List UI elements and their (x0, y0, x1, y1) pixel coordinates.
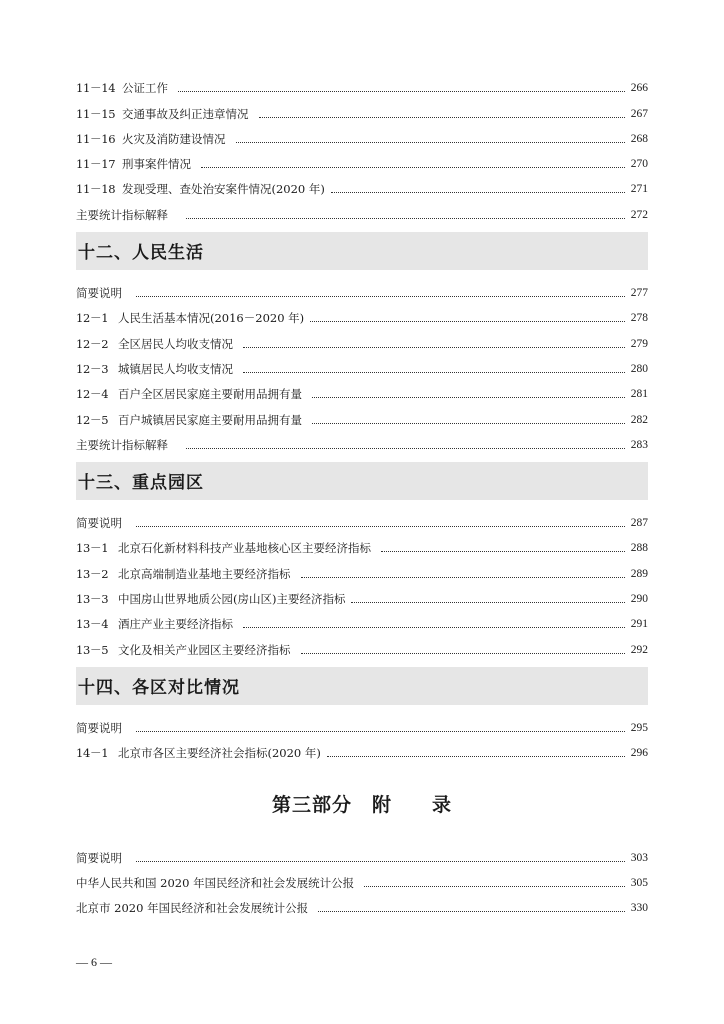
toc-page-number: 277 (630, 287, 648, 300)
toc-code: 12－3 (76, 361, 109, 376)
toc-page-number: 303 (630, 851, 648, 864)
toc-title: 北京市 2020 年国民经济和社会发展统计公报 (76, 901, 309, 916)
toc-code: 12－2 (76, 336, 109, 351)
dot-leader (201, 167, 625, 168)
toc-row[interactable] (76, 839, 648, 864)
toc-title: 刑事案件情况 (122, 157, 191, 172)
toc-title: 文化及相关产业园区主要经济指标 (118, 642, 291, 657)
section-heading-14: 十四、各区对比情况 (76, 667, 648, 705)
toc-page-number: 280 (630, 362, 648, 375)
toc-code: 14－1 (76, 746, 109, 761)
toc-page-number: 289 (630, 567, 648, 580)
toc-page-number: 292 (630, 643, 648, 656)
toc-row[interactable] (76, 555, 648, 580)
toc-code: 13－4 (76, 617, 109, 632)
toc-row[interactable] (76, 275, 648, 300)
toc-row[interactable] (76, 865, 648, 890)
part-title: 第三部分 附 录 (271, 794, 452, 817)
toc-page-number: 266 (630, 82, 648, 95)
toc-code: 11－14 (76, 81, 116, 96)
dot-leader (318, 911, 625, 912)
toc-page-number: 281 (630, 388, 648, 401)
page-footer-number: — 6 — (76, 955, 112, 969)
toc-row[interactable] (76, 401, 648, 426)
toc-title: 主要统计指标解释 (76, 207, 168, 222)
toc-row[interactable] (76, 171, 648, 196)
section-heading-13: 十三、重点园区 (76, 462, 648, 500)
toc-row[interactable] (76, 427, 648, 452)
toc-title: 交通事故及纠正违章情况 (122, 106, 249, 121)
toc-code: 11－16 (76, 131, 116, 146)
toc-row[interactable] (76, 196, 648, 221)
toc-row[interactable] (76, 146, 648, 171)
dot-leader (236, 142, 625, 143)
toc-code: 12－4 (76, 387, 109, 402)
toc-row[interactable] (76, 710, 648, 735)
toc-title: 公证工作 (122, 81, 168, 96)
toc-page-number: 295 (630, 721, 648, 734)
dot-leader (301, 653, 625, 654)
toc-title: 北京市各区主要经济社会指标(2020 年) (118, 746, 321, 761)
dot-leader (186, 448, 625, 449)
toc-row[interactable] (76, 606, 648, 631)
dot-leader (136, 861, 625, 862)
toc-list-13 (76, 505, 648, 657)
toc-code: 11－15 (76, 106, 116, 121)
toc-row[interactable] (76, 300, 648, 325)
toc-list-top (76, 70, 648, 222)
toc-page-number: 271 (630, 183, 648, 196)
section-heading-12: 十二、人民生活 (76, 232, 648, 270)
toc-title: 中华人民共和国 2020 年国民经济和社会发展统计公报 (76, 875, 355, 890)
toc-page-number: 267 (630, 107, 648, 120)
dot-leader (310, 321, 625, 322)
toc-page-number: 272 (630, 208, 648, 221)
toc-row[interactable] (76, 95, 648, 120)
dot-leader (136, 526, 625, 527)
toc-page-number: 268 (630, 132, 648, 145)
toc-title: 发现受理、查处治安案件情况(2020 年) (122, 182, 325, 197)
toc-title: 中国房山世界地质公园(房山区)主要经济指标 (118, 592, 346, 607)
toc-page-number: 279 (630, 337, 648, 350)
toc-code: 11－17 (76, 157, 116, 172)
toc-code: 13－3 (76, 592, 109, 607)
dot-leader (312, 423, 625, 424)
toc-code: 11－18 (76, 182, 116, 197)
dot-leader (136, 731, 625, 732)
toc-row[interactable] (76, 70, 648, 95)
toc-page-number: 330 (630, 902, 648, 915)
toc-page-number: 290 (630, 593, 648, 606)
toc-title: 百户城镇居民家庭主要耐用品拥有量 (118, 412, 302, 427)
toc-page-number: 291 (630, 618, 648, 631)
toc-list-12 (76, 275, 648, 452)
toc-page-number: 305 (630, 876, 648, 889)
dot-leader (243, 627, 625, 628)
toc-code: 12－1 (76, 311, 109, 326)
toc-title: 酒庄产业主要经济指标 (118, 617, 233, 632)
toc-page-number: 287 (630, 517, 648, 530)
toc-row[interactable] (76, 530, 648, 555)
toc-row[interactable] (76, 376, 648, 401)
toc-row[interactable] (76, 890, 648, 915)
dot-leader (301, 577, 625, 578)
toc-code: 13－5 (76, 642, 109, 657)
toc-title: 人民生活基本情况(2016－2020 年) (118, 311, 305, 326)
dot-leader (136, 296, 625, 297)
toc-title: 主要统计指标解释 (76, 437, 168, 452)
toc-row[interactable] (76, 735, 648, 760)
toc-code: 13－1 (76, 541, 109, 556)
toc-row[interactable] (76, 631, 648, 656)
toc-title: 火灾及消防建设情况 (122, 131, 226, 146)
toc-page-number: 288 (630, 542, 648, 555)
toc-row[interactable] (76, 351, 648, 376)
toc-page-number: 283 (630, 438, 648, 451)
toc-row[interactable] (76, 121, 648, 146)
toc-title: 北京高端制造业基地主要经济指标 (118, 566, 291, 581)
toc-page-number: 282 (630, 413, 648, 426)
toc-page-number: 296 (630, 747, 648, 760)
dot-leader (186, 218, 625, 219)
toc-title: 全区居民人均收支情况 (118, 336, 233, 351)
dot-leader (381, 551, 625, 552)
toc-row[interactable] (76, 505, 648, 530)
toc-list-part3 (76, 839, 648, 915)
toc-list-14 (76, 710, 648, 761)
dot-leader (312, 397, 625, 398)
toc-title: 简要说明 (76, 850, 122, 865)
toc-title: 简要说明 (76, 720, 122, 735)
dot-leader (364, 886, 625, 887)
toc-row[interactable] (76, 325, 648, 350)
toc-row[interactable] (76, 581, 648, 606)
toc-page (76, 70, 648, 915)
dot-leader (243, 372, 625, 373)
toc-title: 北京石化新材料科技产业基地核心区主要经济指标 (118, 541, 371, 556)
dot-leader (243, 347, 625, 348)
toc-title: 简要说明 (76, 286, 122, 301)
dot-leader (259, 117, 625, 118)
dot-leader (331, 192, 625, 193)
toc-title: 城镇居民人均收支情况 (118, 361, 233, 376)
dot-leader (351, 602, 624, 603)
toc-code: 13－2 (76, 566, 109, 581)
toc-page-number: 278 (630, 312, 648, 325)
toc-title: 简要说明 (76, 516, 122, 531)
toc-code: 12－5 (76, 412, 109, 427)
dot-leader (178, 91, 625, 92)
dot-leader (327, 756, 625, 757)
toc-page-number: 270 (630, 158, 648, 171)
toc-title: 百户全区居民家庭主要耐用品拥有量 (118, 387, 302, 402)
